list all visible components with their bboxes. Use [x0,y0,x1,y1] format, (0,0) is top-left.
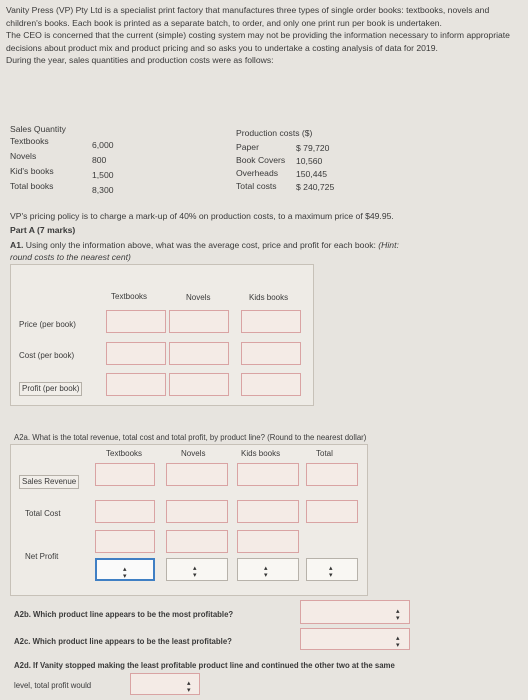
cost-row-label: Total costs [236,181,277,191]
a2a-cost-total-input[interactable] [306,500,358,523]
a1-row-label-profit: Profit (per book) [19,382,82,396]
a1-row-label-cost: Cost (per book) [19,351,75,360]
a1-column-header: Novels [186,293,211,302]
cost-row-label: Overheads [236,168,279,178]
a2a-profit-kids-select[interactable] [237,558,299,581]
intro-paragraph-3: During the year, sales quantities and production costs were as follows: [6,55,274,66]
select-arrows-icon: ▴ ▾ [396,635,400,649]
a2b-question: A2b. Which product line appears to be the most profitable? [14,610,234,619]
pricing-policy-text: VP's pricing policy is to charge a mark-up of 40% on production costs, to a maximum price of $49.95. [10,211,394,221]
a2a-revenue-kids-input[interactable] [237,463,299,486]
a2a-revenue-novels-input[interactable] [166,463,228,486]
a2a-row-label-cost: Total Cost [25,509,61,518]
a2a-column-header: Novels [181,449,206,458]
sales-row-value: 6,000 [92,140,114,150]
a2a-revenue-total-input[interactable] [306,463,358,486]
a2c-question: A2c. Which product line appears to be the least profitable? [14,637,232,646]
a1-column-header: Kids books [249,293,289,302]
a1-cost-novels-input[interactable] [169,342,229,365]
select-arrows-icon: ▴ ▾ [123,566,127,580]
a2c-select[interactable] [300,628,410,650]
a2a-cost-textbooks-input[interactable] [95,500,155,523]
a2a-column-header: Total [316,449,333,458]
a2d-select[interactable] [130,673,200,695]
sales-row-label: Novels [10,151,37,161]
a2a-table [10,444,368,596]
a1-profit-kids-input[interactable] [241,373,301,396]
a2a-question [14,432,366,444]
a2a-cost-kids-input[interactable] [237,500,299,523]
a1-hint: (Hint: [375,240,399,250]
sales-row-label: Kid's books [10,166,54,176]
a1-text: Using only the information above, what was the average cost, price and profit for each book: [23,240,376,250]
a2a-revenue-textbooks-input[interactable] [95,463,155,486]
sales-row-label: Total books [10,181,54,191]
cost-row-value: $ 79,720 [296,143,330,153]
select-arrows-icon: ▴ ▾ [329,565,333,579]
sales-row-value: 8,300 [92,185,114,195]
part-a-title: Part A (7 marks) [10,225,76,235]
a1-price-novels-input[interactable] [169,310,229,333]
a2a-profit-textbooks-select[interactable] [95,558,155,581]
a2a-column-header: Kids books [241,449,281,458]
intro-paragraph-2: The CEO is concerned that the current (simple) costing system may not be providing the information necessary to inform appropriate decisions about product mix and product pricing and so asks you to undertake a costing analysis of data for 2019. [6,30,510,53]
a2a-profit-novels-extra[interactable] [166,530,228,553]
a2a-profit-novels-select[interactable] [166,558,228,581]
a1-question [10,239,399,251]
a1-profit-textbooks-input[interactable] [106,373,166,396]
sales-quantity-header: Sales Quantity [10,124,66,134]
select-arrows-icon: ▴ ▾ [396,608,400,622]
select-arrows-icon: ▴ ▾ [187,680,191,694]
intro-text [6,4,522,67]
intro-paragraph-1: Vanity Press (VP) Pty Ltd is a specialist print factory that manufactures three types of single order books: textbooks, novels and children's books. Each book is printed as a separate batch, to order, and only one print run per book is undertaken. [6,5,490,28]
a2d-question-line-1: A2d. If Vanity stopped making the least profitable product line and continued the other two at the same [14,661,395,670]
a1-price-textbooks-input[interactable] [106,310,166,333]
a2a-cost-novels-input[interactable] [166,500,228,523]
a2a-column-header: Textbooks [106,449,143,458]
sales-row-value: 1,500 [92,170,114,180]
a2d-question-line-2: level, total profit would [14,681,92,690]
a2a-row-label-revenue: Sales Revenue [19,475,79,489]
a1-row-label-price: Price (per book) [19,320,76,329]
a1-number: A1. [10,240,24,250]
cost-row-value: 10,560 [296,156,323,166]
sales-row-value: 800 [92,155,107,165]
cost-row-label: Book Covers [236,155,286,165]
a1-profit-novels-input[interactable] [169,373,229,396]
a2a-profit-kids-extra[interactable] [237,530,299,553]
sales-row-label: Textbooks [10,136,49,146]
a2a-profit-total-select[interactable] [306,558,358,581]
a2a-question-text: A2a. What is the total revenue, total cost and total profit, by product line? (Round to the nearest dollar) [14,433,367,442]
a1-cost-textbooks-input[interactable] [106,342,166,365]
a1-hint-continued: round costs to the nearest cent) [10,252,131,262]
a1-cost-kids-input[interactable] [241,342,301,365]
select-arrows-icon: ▴ ▾ [264,565,268,579]
a1-table [10,264,314,406]
a2a-row-label-profit: Net Profit [25,552,59,561]
a1-column-header: Textbooks [111,292,148,301]
a1-price-kids-input[interactable] [241,310,301,333]
cost-row-value: $ 240,725 [296,182,335,192]
cost-row-value: 150,445 [296,169,328,179]
production-costs-header: Production costs ($) [236,128,313,138]
a2b-select[interactable] [300,600,410,624]
cost-row-label: Paper [236,142,259,152]
select-arrows-icon: ▴ ▾ [193,565,197,579]
a2a-profit-textbooks-extra[interactable] [95,530,155,553]
